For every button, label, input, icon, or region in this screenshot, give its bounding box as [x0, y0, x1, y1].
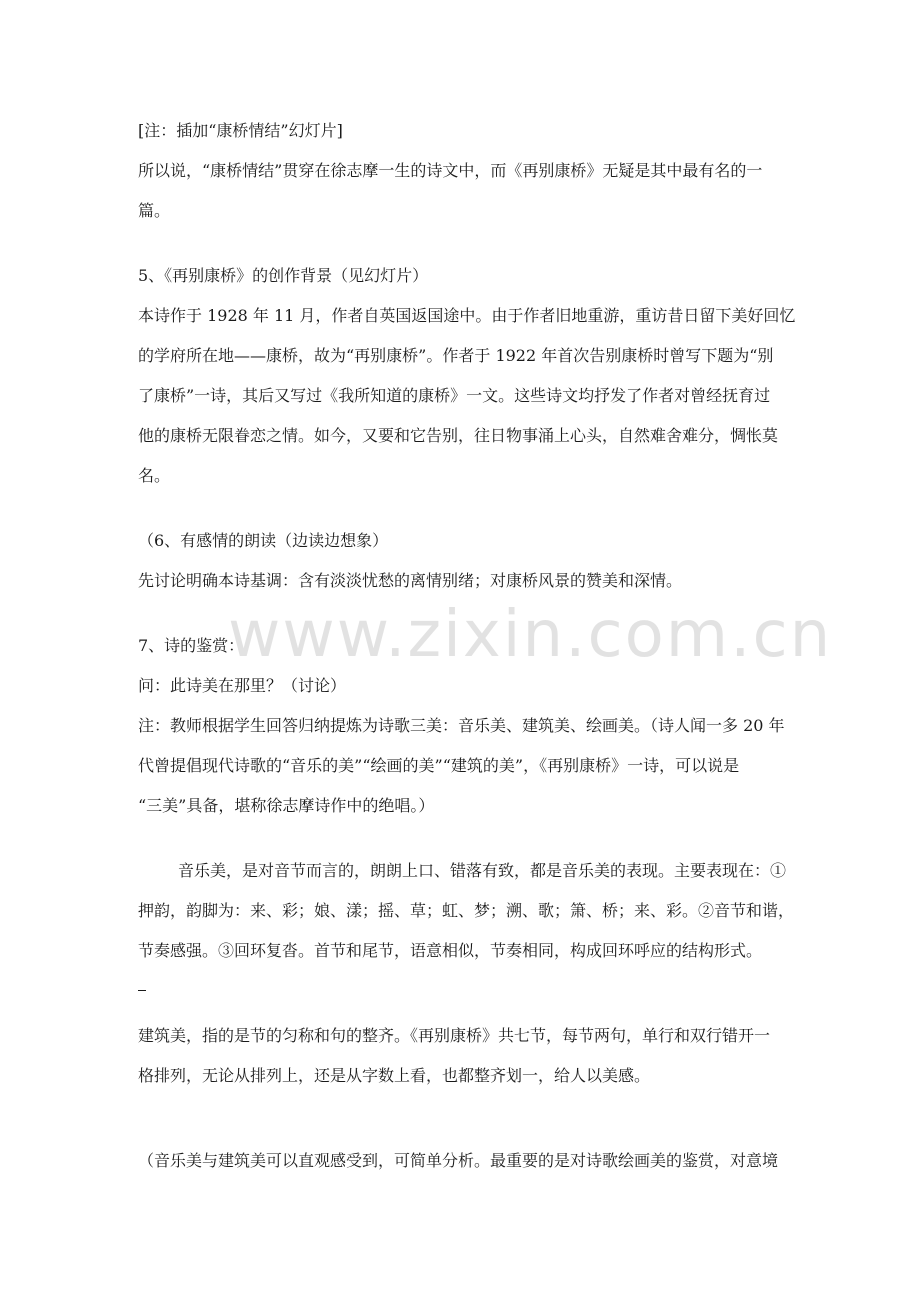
paragraph-line: 本诗作于 1928 年 11 月，作者自英国返国途中。由于作者旧地重游，重访昔日留下美好回忆 — [138, 306, 796, 325]
paragraph-line: 音乐美，是对音节而言的，朗朗上口、错落有致，都是音乐美的表现。主要表现在：① — [178, 861, 787, 880]
paragraph-line: 的学府所在地——康桥，故为“再别康桥”。作者于 1922 年首次告别康桥时曾写下题为“别 — [138, 346, 774, 365]
paragraph-line: 所以说，“康桥情结”贯穿在徐志摩一生的诗文中，而《再别康桥》无疑是其中最有名的一 — [138, 161, 763, 180]
paragraph-line: 建筑美，指的是节的匀称和句的整齐。《再别康桥》共七节，每节两句，单行和双行错开一 — [138, 1026, 771, 1045]
paragraph-line: 格排列，无论从排列上，还是从字数上看，也都整齐划一，给人以美感。 — [138, 1066, 651, 1085]
paragraph-line: 先讨论明确本诗基调：含有淡淡忧愁的离情别绪；对康桥风景的赞美和深情。 — [138, 571, 683, 590]
stray-mark — [138, 990, 146, 991]
paragraph-line: 篇。 — [138, 201, 171, 220]
paragraph-line: “三美”具备，堪称徐志摩诗作中的绝唱。） — [138, 796, 435, 815]
question-line: 问：此诗美在那里？（讨论） — [138, 676, 347, 695]
paragraph-line: 注：教师根据学生回答归纳提炼为诗歌三美：音乐美、建筑美、绘画美。（诗人闻一多 20 年 — [138, 716, 785, 735]
section-heading-7: 7、诗的鉴赏： — [138, 636, 245, 655]
paragraph-line: 押韵，韵脚为：来、彩；娘、漾；摇、草；虹、梦；溯、歌；箫、桥；来、彩。②音节和谐， — [138, 901, 795, 920]
section-heading-5: 5、《再别康桥》的创作背景（见幻灯片） — [138, 266, 429, 285]
section-heading-6: （6、有感情的朗读（边读边想象） — [138, 531, 389, 550]
note-slide-insert: [注：插加“康桥情结”幻灯片] — [138, 121, 343, 140]
paragraph-line: 了康桥”一诗，其后又写过《我所知道的康桥》一文。这些诗文均抒发了作者对曾经抚育过 — [138, 386, 771, 405]
paragraph-line: 代曾提倡现代诗歌的“音乐的美”“绘画的美”“建筑的美”，《再别康桥》一诗，可以说是 — [138, 756, 740, 775]
paragraph-line: （音乐美与建筑美可以直观感受到，可简单分析。最重要的是对诗歌绘画美的鉴赏，对意境 — [138, 1151, 779, 1170]
watermark: www.zixin.com.cn — [228, 598, 833, 672]
paragraph-line: 名。 — [138, 466, 171, 485]
paragraph-line: 他的康桥无限眷恋之情。如今，又要和它告别，往日物事涌上心头，自然难舍难分，惆怅莫 — [138, 426, 779, 445]
paragraph-line: 节奏感强。③回环复沓。首节和尾节，语意相似，节奏相同，构成回环呼应的结构形式。 — [138, 941, 763, 960]
